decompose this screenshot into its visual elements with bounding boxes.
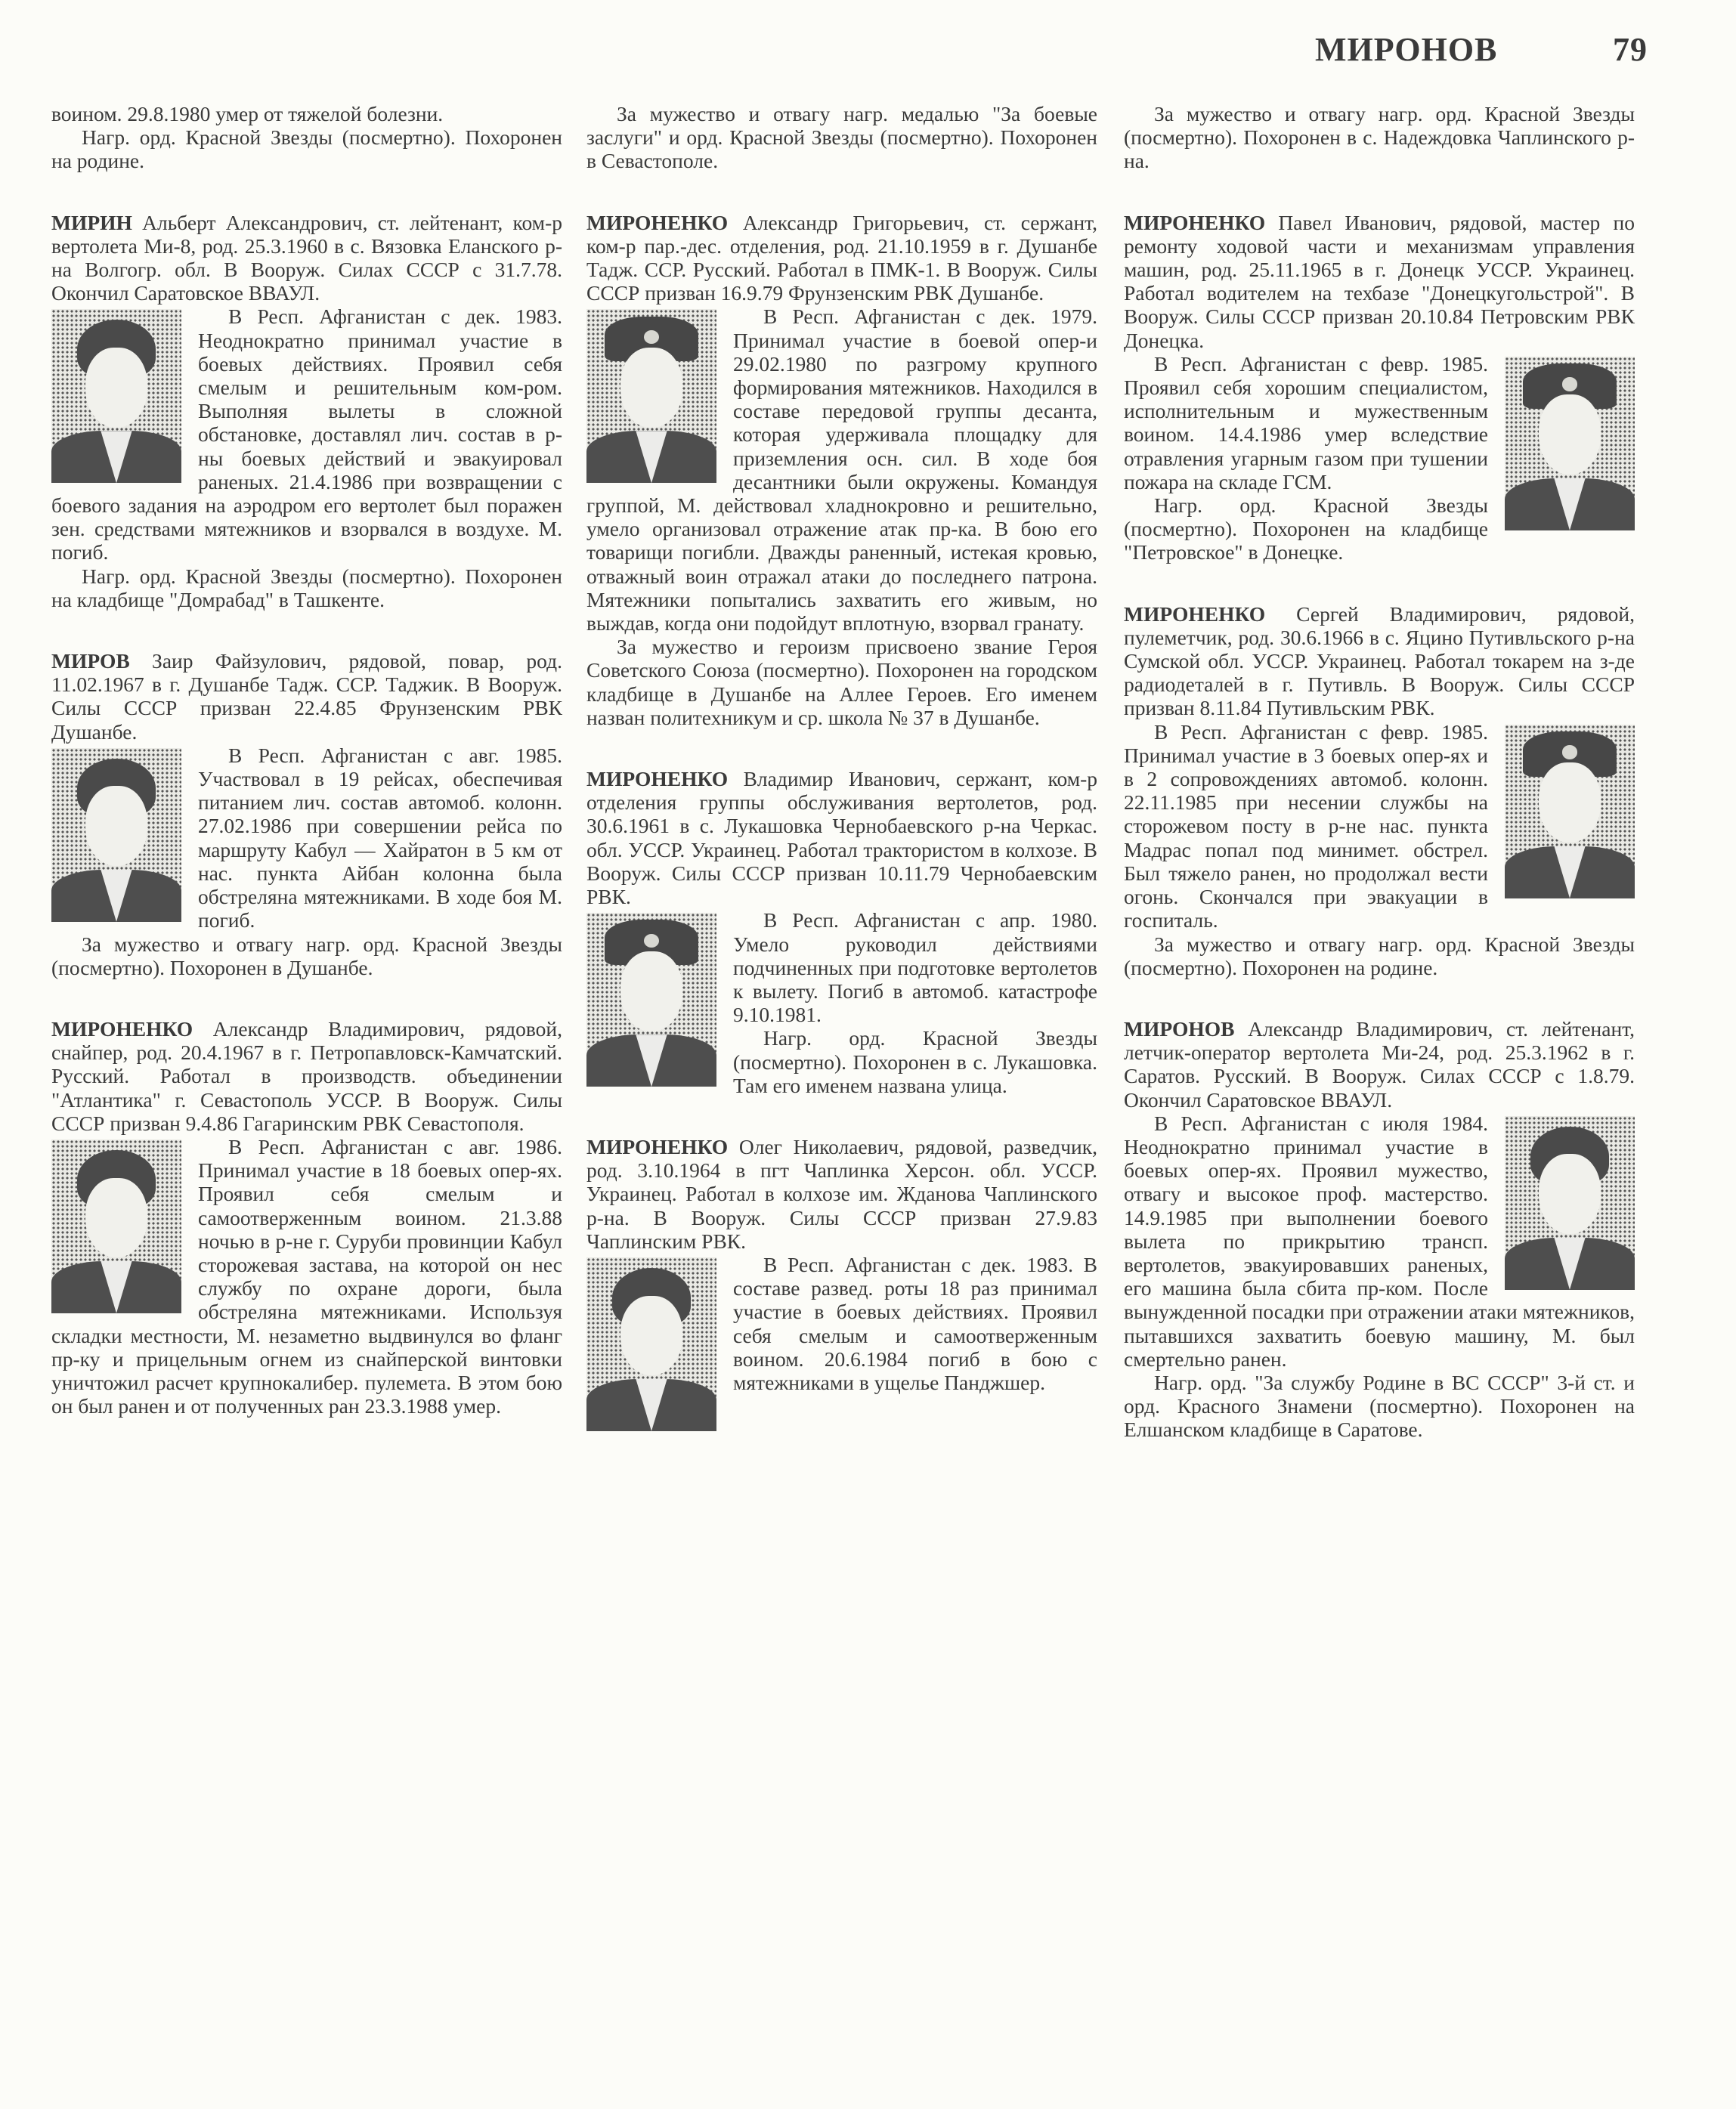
entry-lead bbox=[586, 767, 1097, 908]
column-1 bbox=[51, 102, 562, 1418]
lead-text: Александр Григорьевич, ст. сержант, ком-р пар.-дес. отделения, род. 21.10.1959 в г. Душанбе Тадж. ССР. Русский. Работал в ПМК-1. В Вооруж. Силы СССР призван 16.9.79 Фрунзенским РВК Душанбе. bbox=[586, 210, 1097, 305]
surname: МИРОВ bbox=[51, 649, 130, 673]
column-2 bbox=[586, 102, 1097, 1436]
entry-mironenko-sergey bbox=[1124, 602, 1635, 979]
entry-lead bbox=[1124, 602, 1635, 720]
paragraph: Нагр. орд. Красной Звезды (посмертно). Похоронен на родине. bbox=[51, 125, 562, 173]
surname: МИРОНЕНКО bbox=[1124, 210, 1266, 234]
lead-text: Олег Николаевич, рядовой, разведчик, род. 3.10.1964 в пгт Чаплинка Херсон. обл. УССР. Украинец. Работал в колхозе им. Жданова Чаплинского р-на. В Вооруж. Силы СССР призван 27.9.83 Чаплинским РВК. bbox=[586, 1134, 1097, 1253]
portrait-photo bbox=[586, 309, 716, 483]
lead-text: Александр Владимирович, ст. лейтенант, летчик-оператор вертолета Ми-24, род. 25.3.1962 в г. Саратов. Русский. В Вооруж. Силах СССР с 1.8.79. Окончил Саратовское ВВАУЛ. bbox=[1124, 1016, 1635, 1112]
portrait-photo bbox=[1505, 725, 1635, 898]
entry-mironenko-alexander-g bbox=[586, 211, 1097, 729]
paragraph: Нагр. орд. "За службу Родине в ВС СССР" 3-й ст. и орд. Красного Знамени (посмертно). Похоронен на Елшанском кладбище в Саратове. bbox=[1124, 1370, 1635, 1442]
portrait-photo bbox=[586, 913, 716, 1087]
surname: МИРОНЕНКО bbox=[586, 210, 729, 234]
surname: МИРОНЕНКО bbox=[51, 1016, 193, 1041]
paragraph: За мужество и отвагу нагр. орд. Красной Звезды (посмертно). Похоронен в с. Надеждовка Чаплинского р-на. bbox=[1124, 102, 1635, 173]
entry-mironenko-pavel bbox=[1124, 211, 1635, 564]
entry-mironenko-vladimir bbox=[586, 767, 1097, 1097]
paragraph: За мужество и отвагу нагр. орд. Красной Звезды (посмертно). Похоронен в Душанбе. bbox=[51, 932, 562, 979]
portrait-photo bbox=[51, 748, 181, 922]
surname: МИРОНЕНКО bbox=[586, 767, 729, 791]
entry-lead bbox=[1124, 1017, 1635, 1112]
portrait-photo bbox=[1505, 357, 1635, 530]
running-head bbox=[1315, 30, 1648, 69]
running-head-surname: МИРОНОВ bbox=[1315, 31, 1498, 68]
paragraph: За мужество и героизм присвоено звание Героя Советского Союза (посмертно). Похоронен на городском кладбище в Душанбе на Аллее Героев. Его именем назван политехникум и ср. школа № 37 в Душанбе. bbox=[586, 635, 1097, 729]
paragraph: Нагр. орд. Красной Звезды (посмертно). Похоронен на кладбище "Петровское" в Донецке. bbox=[1124, 493, 1488, 564]
entry-lead bbox=[586, 1135, 1097, 1253]
paragraph: В Респ. Афганистан с февр. 1985. Проявил себя хорошим специалистом, исполнительным и мужественным воином. 14.4.1986 умер вследствие отравления угарным газом при тушении пожара на складе ГСМ. bbox=[1124, 351, 1488, 493]
entry-continuation bbox=[586, 102, 1097, 173]
paragraph: В Респ. Афганистан с дек. 1979. Принимал участие в боевой опер-и 29.02.1980 по разгрому крупного формирования мятежников. Находился в составе передовой группы десанта, которая удерживала площадку для приземления осн. сил. В ходе боя десантники были окружены. Командуя группой, М. действовал хладнокровно и решительно, умело организовал отражение атак пр-ка. В бою его товарищи погибли. Дважды раненный, истекая кровью, отважный воин отражал атаки до последнего патрона. Мятежники попытались захватить его живым, но выждав, когда они подойдут вплотную, взорвал гранату. bbox=[586, 305, 1097, 635]
lead-text: Сергей Владимирович, рядовой, пулеметчик, род. 30.6.1966 в с. Яцино Путивльского р-на Сумской обл. УССР. Украинец. Работал токарем на з-де радиодеталей в г. Путивль. В Вооруж. Силы СССР призван 8.11.84 Путивльским РВК. bbox=[1124, 601, 1635, 720]
entry-continuation bbox=[51, 102, 562, 173]
paragraph: За мужество и отвагу нагр. медалью "За боевые заслуги" и орд. Красной Звезды (посмертно). Похоронен в Севастополе. bbox=[586, 102, 1097, 173]
lead-text: Павел Иванович, рядовой, мастер по ремонту ходовой части и механизмам управления машин, род. 25.11.1965 в г. Донецк УССР. Украинец. Работал водителем на техбазе "Донецкугольстрой". В Вооруж. Силы СССР призван 20.10.84 Петровским РВК Донецка. bbox=[1124, 210, 1635, 352]
portrait-photo bbox=[1505, 1116, 1635, 1290]
paragraph: В Респ. Афганистан с июля 1984. Неоднократно принимал участие в боевых опер-ях. Проявил мужество, отвагу и высокое проф. мастерство. 14.9.1985 при выполнении боевого вылета по прикрытию трансп. вертолетов, эвакуировавших раненых, его машина была сбита пр-ком. После вынужденной посадки при отражении атаки мятежников, пытавшихся захватить боевую машину, М. был смертельно ранен. bbox=[1124, 1111, 1635, 1371]
paragraph: В Респ. Афганистан с февр. 1985. Принимал участие в 3 боевых опер-ях и в 2 сопровождениях автомоб. колонн. 22.11.1985 при несении службы на сторожевом посту в р-не нас. пункта Мадрас попал под минимет. обстрел. Был тяжело ранен, но продолжал вести огонь. Скончался при эвакуации в госпиталь. bbox=[1124, 719, 1488, 932]
paragraph: воином. 29.8.1980 умер от тяжелой болезни. bbox=[51, 102, 444, 125]
surname: МИРИН bbox=[51, 210, 132, 234]
page-number: 79 bbox=[1613, 31, 1648, 68]
entry-mirov bbox=[51, 649, 562, 979]
entry-mironenko-alexander-v bbox=[51, 1017, 562, 1418]
entry-mironov-alexander bbox=[1124, 1017, 1635, 1442]
paragraph: В Респ. Афганистан с апр. 1980. Умело руководил действиями подчиненных при подготовке вертолетов к вылету. Погиб в автомоб. катастрофе 9.10.1981. bbox=[733, 908, 1097, 1027]
surname: МИРОНЕНКО bbox=[1124, 601, 1266, 626]
paragraph: В Респ. Афганистан с авг. 1985. Участвовал в 19 рейсах, обеспечивая питанием лич. состав автомоб. колонн. 27.02.1986 при совершении рейса по маршруту Кабул — Хайратон в 5 км от нас. пункта Айбан колонна была обстреляна мятежниками. В ходе боя М. погиб. bbox=[198, 743, 562, 932]
surname: МИРОНЕНКО bbox=[586, 1134, 729, 1158]
portrait-photo bbox=[586, 1257, 716, 1431]
entry-lead bbox=[51, 649, 562, 744]
entry-mirin bbox=[51, 211, 562, 611]
paragraph: В Респ. Афганистан с дек. 1983. Неоднократно принимал участие в боевых действиях. Проявил себя смелым и решительным ком-ром. Выполняя вылеты в сложной обстановке, доставлял лич. состав в р-ны боевых действий и эвакуировал раненых. 21.4.1986 при возвращении с боевого задания на аэродром его вертолет был поражен зен. средствами мятежников и взорвался в воздухе. М. погиб. bbox=[51, 305, 562, 564]
lead-text: Александр Владимирович, рядовой, снайпер, род. 20.4.1967 в г. Петропавловск-Камчатский. Русский. Работал в производств. объединении "Атлантика" г. Севастополь УССР. В Вооруж. Силы СССР призван 9.4.86 Гагаринским РВК Севастополя. bbox=[51, 1016, 562, 1135]
paragraph: За мужество и отвагу нагр. орд. Красной Звезды (посмертно). Похоронен на родине. bbox=[1124, 932, 1635, 979]
portrait-photo bbox=[51, 1140, 181, 1313]
entry-lead bbox=[1124, 211, 1635, 352]
lead-text: Альберт Александрович, ст. лейтенант, ком-р вертолета Ми-8, род. 25.3.1960 в с. Вязовка Еланского р-на Волгогр. обл. В Вооруж. Силах СССР с 31.7.78. Окончил Саратовское ВВАУЛ. bbox=[51, 210, 562, 305]
lead-text: Заир Файзулович, рядовой, повар, род. 11.02.1967 в г. Душанбе Тадж. ССР. Таджик. В Вооруж. Силы СССР призван 22.4.85 Фрунзенским РВК Душанбе. bbox=[51, 649, 562, 744]
entry-lead bbox=[586, 211, 1097, 305]
lead-text: Владимир Иванович, сержант, ком-р отделения группы обслуживания вертолетов, род. 30.6.1961 в с. Лукашовка Чернобаевского р-на Черкас. обл. УССР. Украинец. Работал трактористом в колхозе. В Вооруж. Силы СССР призван 10.11.79 Чернобаевским РВК. bbox=[586, 767, 1097, 909]
entry-lead bbox=[51, 211, 562, 305]
column-3 bbox=[1124, 102, 1635, 1442]
surname: МИРОНОВ bbox=[1124, 1016, 1235, 1041]
paragraph: В Респ. Афганистан с дек. 1983. В составе развед. роты 18 раз принимал участие в боевых действиях. Проявил себя смелым и самоотверженным воином. 20.6.1984 погиб в бою с мятежниками в ущелье Панджшер. bbox=[733, 1252, 1097, 1394]
paragraph: В Респ. Афганистан с авг. 1986. Принимал участие в 18 боевых опер-ях. Проявил себя смелым и самоотверженным воином. 21.3.88 ночью в р-не г. Суруби провинции Кабул сторожевая застава, на которой он нес службу по охране дороги, была обстреляна мятежниками. Используя складки местности, М. незаметно выдвинулся во фланг пр-ку и прицельным огнем из снайперской винтовки уничтожил расчет крупнокалибер. пулемета. В этом бою он был ранен и от полученных ран 23.3.1988 умер. bbox=[51, 1134, 562, 1418]
entry-mironenko-oleg bbox=[586, 1135, 1097, 1436]
entry-lead bbox=[51, 1017, 562, 1135]
entry-continuation bbox=[1124, 102, 1635, 173]
portrait-photo bbox=[51, 309, 181, 483]
paragraph: Нагр. орд. Красной Звезды (посмертно). Похоронен на кладбище "Домрабад" в Ташкенте. bbox=[51, 564, 562, 611]
paragraph: Нагр. орд. Красной Звезды (посмертно). Похоронен в с. Лукашовка. Там его именем названа улица. bbox=[733, 1026, 1097, 1097]
